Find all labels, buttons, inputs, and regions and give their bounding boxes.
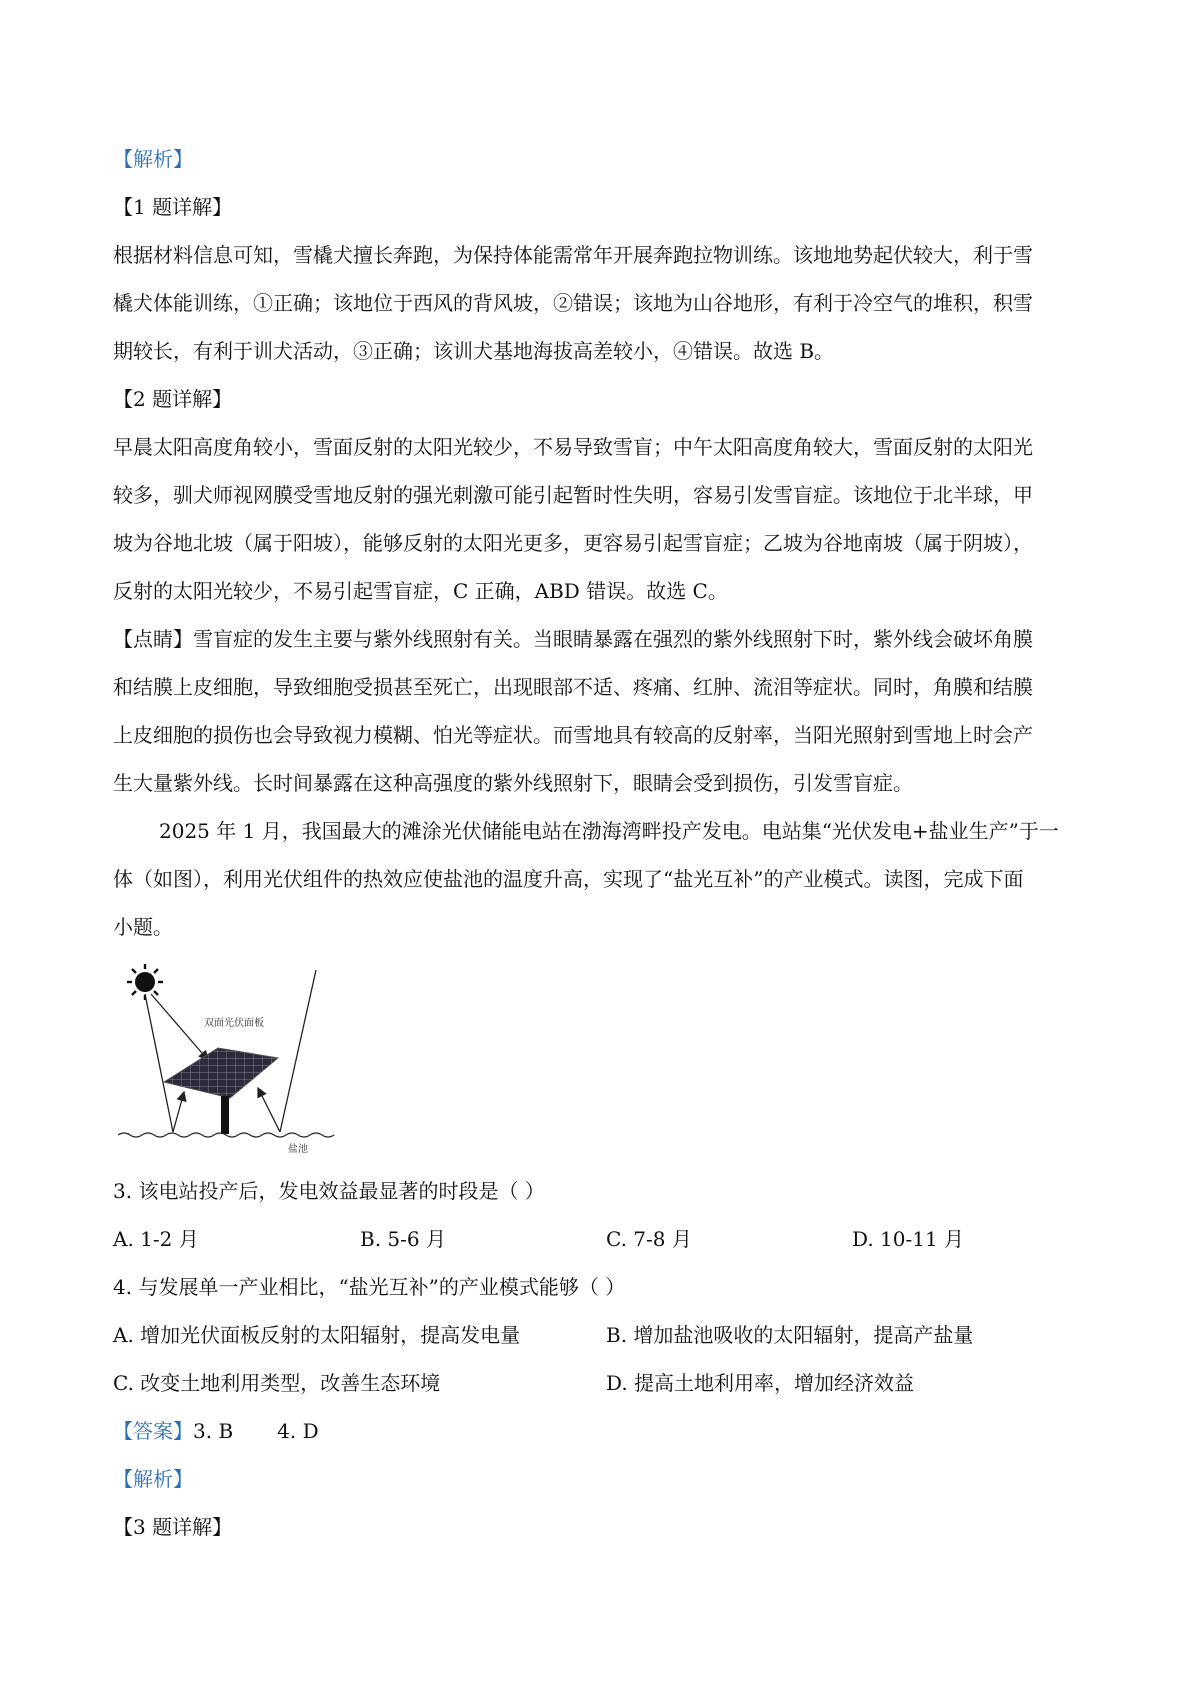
q3-option-b: B. 5-6 月	[360, 1227, 446, 1251]
q1-detail-line: 根据材料信息可知，雪橇犬擅长奔跑，为保持体能需常年开展奔跑拉物训练。该地地势起伏较大，利于雪	[113, 243, 1033, 267]
q1-detail-heading: 【1 题详解】	[113, 195, 233, 219]
q2-detail-heading: 【2 题详解】	[113, 387, 233, 411]
material-line: 2025 年 1 月，我国最大的滩涂光伏储能电站在渤海湾畔投产发电。电站集“光伏发电+盐业生产”于一	[159, 819, 1059, 843]
analysis-tag: 【解析】	[113, 147, 193, 171]
q2-detail-line: 较多，驯犬师视网膜受雪地反射的强光刺激可能引起暂时性失明，容易引发雪盲症。该地位于北半球，甲	[113, 483, 1033, 507]
answer-line	[113, 1417, 319, 1445]
q1-detail-line: 橇犬体能训练，①正确；该地位于西风的背风坡，②错误；该地为山谷地形，有利于冷空气的堆积，积雪	[113, 291, 1033, 315]
q4-option-c: C. 改变土地利用类型，改善生态环境	[113, 1371, 441, 1395]
sunlight-arrow	[151, 994, 208, 1060]
sunlight-ray	[280, 970, 316, 1132]
tip-line: 上皮细胞的损伤也会导致视力模糊、怕光等症状。而雪地具有较高的反射率，当阳光照射到雪地上时会产	[113, 723, 1033, 747]
question-3-stem: 3. 该电站投产后，发电效益最显著的时段是（ ）	[113, 1179, 545, 1203]
pv-panel	[164, 1048, 278, 1098]
pv-salt-pool-diagram	[118, 960, 368, 1155]
q4-option-a: A. 增加光伏面板反射的太阳辐射，提高发电量	[113, 1323, 521, 1347]
answer-tag: 【答案】	[113, 1419, 193, 1443]
tip-line: 生大量紫外线。长时间暴露在这种高强度的紫外线照射下，眼睛会受到损伤，引发雪盲症。	[113, 771, 913, 795]
analysis-tag-2: 【解析】	[113, 1467, 193, 1491]
answer-3: 3. B	[193, 1419, 234, 1443]
tip-paragraph-first-line	[113, 625, 1033, 653]
tip-line: 和结膜上皮细胞，导致细胞受损甚至死亡，出现眼部不适、疼痛、红肿、流泪等症状。同时，角膜和结膜	[113, 675, 1033, 699]
q3-option-c: C. 7-8 月	[606, 1227, 692, 1251]
q3-option-a: A. 1-2 月	[113, 1227, 199, 1251]
panel-post	[221, 1096, 229, 1134]
q3-detail-heading: 【3 题详解】	[113, 1515, 233, 1539]
material-line: 小题。	[113, 915, 173, 939]
reflected-ray-arrow	[258, 1088, 280, 1132]
answer-4: 4. D	[277, 1419, 319, 1443]
reflected-ray-arrow	[173, 1092, 184, 1132]
panel-label: 双面光伏面板	[204, 1018, 264, 1029]
material-line: 体（如图），利用光伏组件的热效应使盐池的温度升高，实现了“盐光互补”的产业模式。读图，完成下面	[113, 867, 1024, 891]
q2-detail-line: 反射的太阳光较少，不易引起雪盲症，C 正确，ABD 错误。故选 C。	[113, 579, 728, 603]
q1-detail-line: 期较长，有利于训犬活动，③正确；该训犬基地海拔高差较小，④错误。故选 B。	[113, 339, 835, 363]
tip-tag: 【点睛】	[113, 627, 193, 651]
q3-option-d: D. 10-11 月	[852, 1227, 965, 1251]
q4-option-b: B. 增加盐池吸收的太阳辐射，提高产盐量	[606, 1323, 974, 1347]
q2-detail-line: 坡为谷地北坡（属于阳坡），能够反射的太阳光更多，更容易引起雪盲症；乙坡为谷地南坡（属于阴坡），	[113, 531, 1033, 555]
q2-detail-line: 早晨太阳高度角较小，雪面反射的太阳光较少，不易导致雪盲；中午太阳高度角较大，雪面反射的太阳光	[113, 435, 1033, 459]
q4-option-d: D. 提高土地利用率，增加经济效益	[606, 1371, 915, 1395]
question-4-stem: 4. 与发展单一产业相比，“盐光互补”的产业模式能够（ ）	[113, 1275, 626, 1299]
tip-text: 雪盲症的发生主要与紫外线照射有关。当眼睛暴露在强烈的紫外线照射下时，紫外线会破坏角膜	[193, 627, 1033, 651]
pool-label: 盐池	[288, 1144, 308, 1155]
